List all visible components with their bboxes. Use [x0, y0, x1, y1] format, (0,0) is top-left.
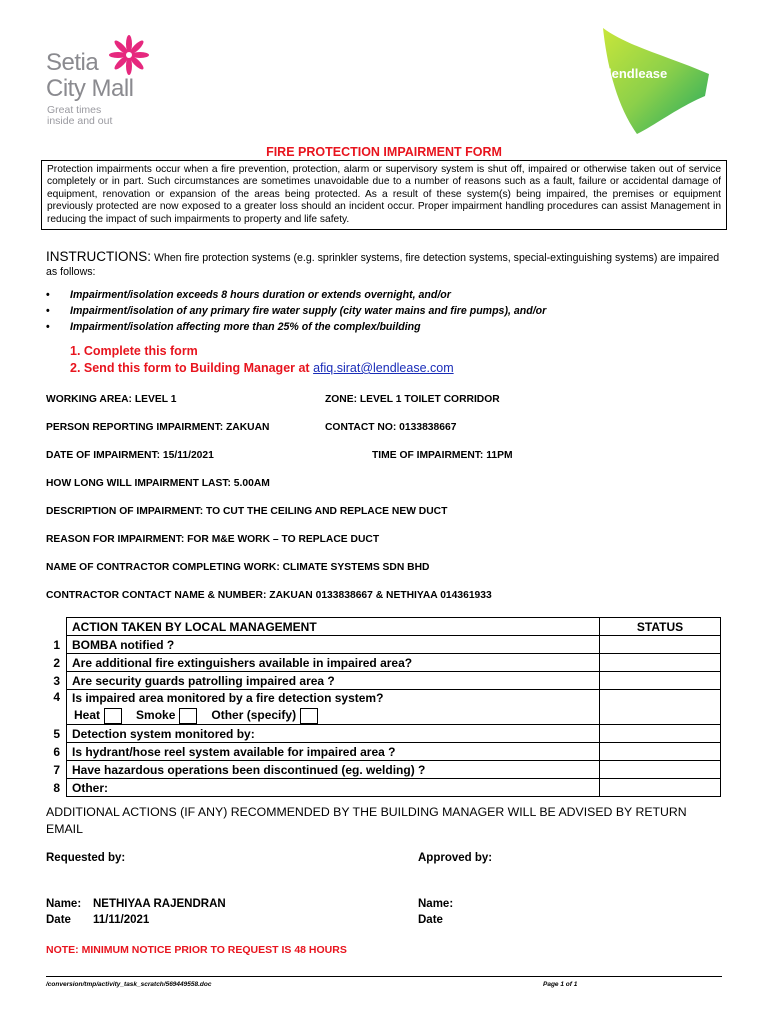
- lendlease-logo: [597, 26, 717, 136]
- impairment-duration: HOW LONG WILL IMPAIRMENT LAST: 5.00AM: [46, 478, 270, 489]
- intro-text: Protection impairments occur when a fire prevention, protection, alarm or supervisory system is shut off, impaired or otherwise taken out of service completely or in part. Such circumstances are sometimes unavoidable due to a number of reasons such as a fault, failure or accidental damage of equipment, renovation or expansion of the areas being protected. As a result of these system(s) being impaired, the premises or equipment previously protected are now exposed to a greater loss should an incident occur. Proper impairment handling procedures can assist Management in reducing the impact of such impairments to property and life safety.: [47, 164, 721, 225]
- status-cell[interactable]: [600, 779, 721, 797]
- other-checkbox[interactable]: [300, 708, 318, 724]
- status-cell[interactable]: [600, 761, 721, 779]
- instruction-bullets: [46, 289, 726, 337]
- footer-page: Page 1 of 1: [543, 981, 578, 988]
- table-row: 2 Are additional fire extinguishers available in impaired area?: [41, 654, 721, 672]
- steps: [70, 344, 454, 378]
- status-cell[interactable]: [600, 690, 721, 725]
- status-cell[interactable]: [600, 636, 721, 654]
- status-cell[interactable]: [600, 725, 721, 743]
- instructions-lead: INSTRUCTIONS:: [46, 249, 152, 264]
- requester-name: NETHIYAA RAJENDRAN: [93, 898, 226, 910]
- header-action: ACTION TAKEN BY LOCAL MANAGEMENT: [67, 618, 600, 636]
- table-row: 3 Are security guards patrolling impaired area ?: [41, 672, 721, 690]
- option-other: Other (specify): [211, 708, 297, 722]
- additional-actions: ADDITIONAL ACTIONS (IF ANY) RECOMMENDED BY THE BUILDING MANAGER WILL BE ADVISED BY RETURN EMAIL: [46, 805, 687, 836]
- option-heat: Heat: [74, 708, 101, 722]
- lendlease-shape-icon: [597, 26, 717, 136]
- logo-text-line1: Setia: [46, 49, 99, 76]
- step-2: 2. Send this form to Building Manager at afiq.sirat@lendlease.com: [70, 361, 454, 375]
- logo-text-line2: City Mall: [46, 75, 134, 102]
- status-cell[interactable]: [600, 743, 721, 761]
- instructions: [46, 250, 726, 279]
- contact-no: CONTACT NO: 0133838667: [325, 422, 457, 433]
- status-cell[interactable]: [600, 672, 721, 690]
- notice-note: NOTE: MINIMUM NOTICE PRIOR TO REQUEST IS 48 HOURS: [46, 944, 347, 956]
- date-of-impairment: DATE OF IMPAIRMENT: 15/11/2021: [46, 450, 214, 461]
- step-1: 1. Complete this form: [70, 344, 198, 358]
- lendlease-wordmark: lendlease: [608, 66, 668, 81]
- flower-icon: [108, 34, 150, 76]
- bullet-item: • Impairment/isolation exceeds 8 hours duration or extends overnight, and/or: [46, 289, 451, 301]
- instructions-text-a: When: [151, 252, 185, 264]
- smoke-checkbox[interactable]: [179, 708, 197, 724]
- footer-path: /conversion/tmp/activity_task_scratch/569449558.doc: [46, 981, 212, 988]
- zone: ZONE: LEVEL 1 TOILET CORRIDOR: [325, 394, 500, 405]
- instructions-text-c: systems (e.g. sprinkler systems, fire detection systems, special-extinguishing systems) are impaired as follows:: [46, 252, 720, 278]
- table-row: 4 Is impaired area monitored by a fire detection system? Heat Smoke Other (specify): [41, 690, 721, 725]
- working-area: WORKING AREA: LEVEL 1: [46, 394, 177, 405]
- contractor-name: NAME OF CONTRACTOR COMPLETING WORK: CLIMATE SYSTEMS SDN BHD: [46, 562, 430, 573]
- approver-date-label: Date: [418, 914, 443, 926]
- setia-city-mall-logo: [46, 34, 156, 134]
- bullet-item: • Impairment/isolation affecting more than 25% of the complex/building: [46, 321, 421, 333]
- email-link[interactable]: afiq.sirat@lendlease.com: [313, 361, 454, 375]
- approved-by-label: Approved by:: [418, 852, 493, 864]
- approver-name-label: Name:: [418, 898, 454, 910]
- status-cell[interactable]: [600, 654, 721, 672]
- impairment-reason: REASON FOR IMPAIRMENT: FOR M&E WORK – TO REPLACE DUCT: [46, 534, 380, 545]
- table-row: 8 Other:: [41, 779, 721, 797]
- option-smoke: Smoke: [136, 708, 176, 722]
- requested-by-label: Requested by:: [46, 852, 126, 864]
- heat-checkbox[interactable]: [104, 708, 122, 724]
- impairment-description: DESCRIPTION OF IMPAIRMENT: TO CUT THE CEILING AND REPLACE NEW DUCT: [46, 506, 448, 517]
- header-status: STATUS: [600, 618, 721, 636]
- table-row: 1 BOMBA notified ?: [41, 636, 721, 654]
- logo-tagline-1: Great times: [47, 104, 102, 116]
- bullet-item: • Impairment/isolation of any primary fire water supply (city water mains and fire pumps), and/or: [46, 305, 547, 317]
- form-title: FIRE PROTECTION IMPAIRMENT FORM: [266, 145, 502, 159]
- time-of-impairment: TIME OF IMPAIRMENT: 11PM: [372, 450, 513, 461]
- requester-date-label: Date: [46, 914, 71, 926]
- contractor-contact: CONTRACTOR CONTACT NAME & NUMBER: ZAKUAN 0133838667 & NETHIYAA 014361933: [46, 590, 492, 601]
- requester-date: 11/11/2021: [93, 914, 150, 926]
- action-table: [41, 617, 721, 797]
- table-row: 7 Have hazardous operations been discontinued (eg. welding) ?: [41, 761, 721, 779]
- logo-tagline-2: inside and out: [47, 115, 113, 127]
- requester-name-label: Name:: [46, 898, 82, 910]
- person-reporting: PERSON REPORTING IMPAIRMENT: ZAKUAN: [46, 422, 270, 433]
- table-row: 6 Is hydrant/hose reel system available for impaired area ?: [41, 743, 721, 761]
- table-header-row: [41, 618, 721, 636]
- footer-divider: [46, 976, 722, 977]
- intro-box: [41, 160, 727, 230]
- instructions-text-b: fire protection: [184, 252, 249, 264]
- table-row: 5 Detection system monitored by:: [41, 725, 721, 743]
